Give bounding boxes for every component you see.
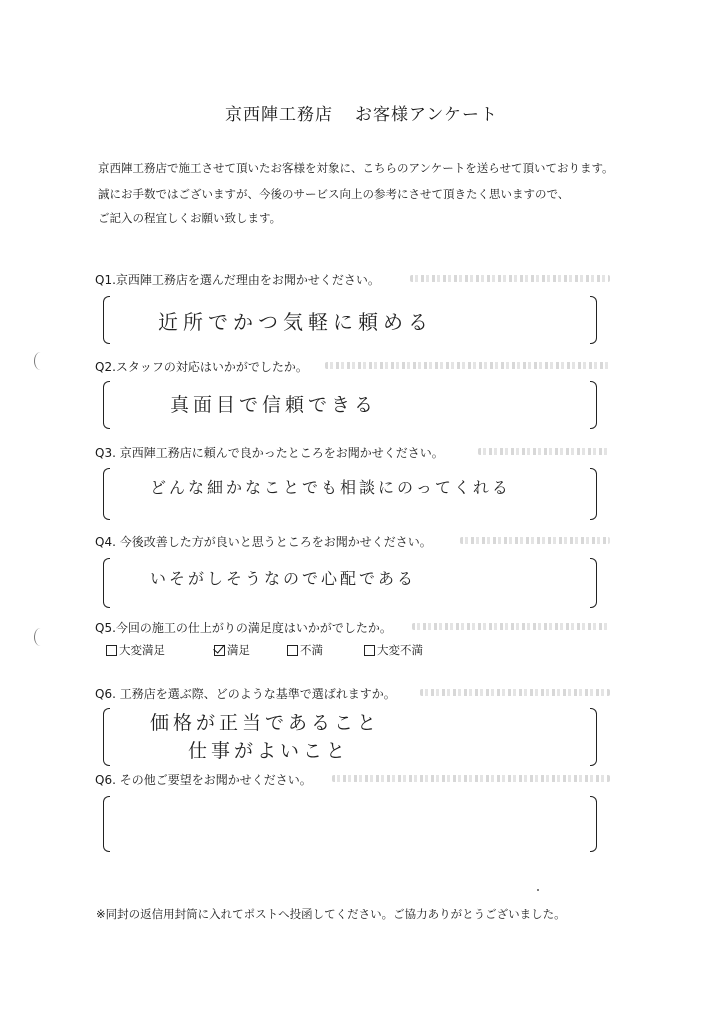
survey-title <box>0 100 723 125</box>
scan-noise <box>325 362 610 369</box>
satisfaction-option-label: 不満 <box>300 643 323 657</box>
satisfaction-option-label: 大変満足 <box>119 643 165 657</box>
scan-noise <box>412 623 610 630</box>
company-name: 京西陣工務店 <box>225 105 333 125</box>
answer-bracket-left <box>103 296 110 344</box>
answer-bracket-right <box>590 296 597 344</box>
question-4-answer: いそがしそうなので心配である <box>150 569 417 588</box>
question-2-label: Q2.スタッフの対応はいかがでしたか。 <box>95 360 308 374</box>
footer-note: ※同封の返信用封筒に入れてポストへ投函してください。ご協力ありがとうございました。 <box>96 907 566 921</box>
answer-bracket-right <box>590 708 597 766</box>
checkbox[interactable] <box>287 645 298 656</box>
question-3-answer: どんな細かなことでも相談にのってくれる <box>150 478 511 497</box>
question-6-answer-line: 価格が正当であること <box>150 712 381 734</box>
question-3-label: Q3. 京西陣工務店に頼んで良かったところをお聞かせください。 <box>95 446 444 460</box>
scan-noise <box>478 448 610 455</box>
question-1-label: Q1.京西陣工務店を選んだ理由をお聞かせください。 <box>95 273 380 287</box>
scan-dot <box>537 889 539 891</box>
checkbox-checked[interactable] <box>214 645 225 656</box>
checkbox[interactable] <box>364 645 375 656</box>
answer-bracket-right <box>590 468 597 520</box>
answer-bracket-left <box>103 381 110 429</box>
satisfaction-option-unsatisfied[interactable] <box>287 642 323 658</box>
scan-noise <box>332 775 610 782</box>
scan-noise <box>420 689 610 696</box>
question-4-label: Q4. 今後改善した方が良いと思うところをお聞かせください。 <box>95 535 432 549</box>
checkbox[interactable] <box>106 645 117 656</box>
survey-name: お客様アンケート <box>355 105 498 125</box>
punch-hole-mark <box>34 352 47 370</box>
answer-bracket-right <box>590 796 597 852</box>
answer-bracket-right <box>590 558 597 608</box>
question-2-answer: 真面目で信頼できる <box>170 394 378 416</box>
satisfaction-option-very-unsatisfied[interactable] <box>364 642 423 658</box>
question-1-answer: 近所でかつ気軽に頼める <box>158 310 433 334</box>
answer-bracket-right <box>590 381 597 429</box>
question-5-label: Q5.今回の施工の仕上がりの満足度はいかがでしたか。 <box>95 621 392 635</box>
satisfaction-option-very-satisfied[interactable] <box>106 642 165 658</box>
satisfaction-option-satisfied[interactable] <box>214 642 250 658</box>
scan-noise <box>410 275 610 282</box>
answer-bracket-left <box>103 558 110 608</box>
satisfaction-option-label: 大変不満 <box>377 643 423 657</box>
question-7-label: Q6. その他ご要望をお聞かせください。 <box>95 773 312 787</box>
question-6-label: Q6. 工務店を選ぶ際、どのような基準で選ばれますか。 <box>95 687 396 701</box>
intro-line: 誠にお手数ではございますが、今後のサービス向上の参考にさせて頂きたく思いますので、 <box>98 187 570 201</box>
answer-bracket-left <box>103 468 110 520</box>
intro-line: 京西陣工務店で施工させて頂いたお客様を対象に、こちらのアンケートを送らせて頂いております。 <box>98 161 614 175</box>
question-6-answer-line: 仕事がよいこと <box>188 740 350 762</box>
answer-bracket-left <box>103 708 110 766</box>
answer-bracket-left <box>103 796 110 852</box>
intro-line: ご記入の程宜しくお願い致します。 <box>98 211 282 225</box>
punch-hole-mark <box>34 628 47 646</box>
scan-noise <box>460 537 610 544</box>
satisfaction-option-label: 満足 <box>227 643 250 657</box>
